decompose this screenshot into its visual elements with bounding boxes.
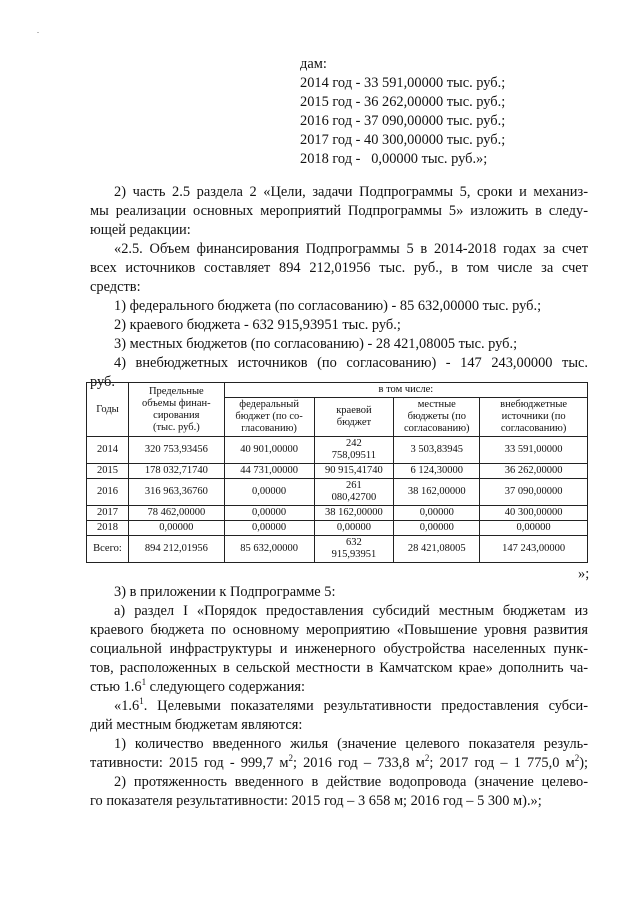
text-line: всех источников составляет 894 212,01956 тыс. руб., в том числе за счет <box>90 260 588 276</box>
part2-paragraph <box>90 183 588 392</box>
header-extra: внебюджетные источники (по согласованию) <box>480 398 588 437</box>
cell-local: 3 503,83945 <box>394 437 480 464</box>
text-line: социальной инфраструктуры и инженерного обустройства населенных пунк- <box>90 641 588 657</box>
cell-total: 894 212,01956 <box>128 536 224 563</box>
cell-regional: 632 915,93951 <box>314 536 394 563</box>
cell-year: 2014 <box>87 437 129 464</box>
cell-total: 0,00000 <box>128 521 224 536</box>
cell-total: 316 963,36760 <box>128 479 224 506</box>
source-item: 3) местных бюджетов (по согласованию) - 28 421,08005 тыс. руб.; <box>114 336 518 352</box>
cell-local: 38 162,00000 <box>394 479 480 506</box>
cell-regional: 0,00000 <box>314 521 394 536</box>
scan-speck <box>37 32 39 33</box>
cell-federal: 44 731,00000 <box>224 464 314 479</box>
text-line: тов, расположенных в сельской местности в Камчатском крае» дополнить ча- <box>90 660 588 676</box>
financing-table <box>86 382 588 563</box>
text-line: ющей редакции: <box>90 222 191 238</box>
cell-regional: 38 162,00000 <box>314 506 394 521</box>
table-row <box>87 464 588 479</box>
source-item: 2) краевого бюджета - 632 915,93951 тыс. руб.; <box>114 317 401 333</box>
text-line: дий местным бюджетам являются: <box>90 717 303 733</box>
list-line: дам: <box>300 56 327 72</box>
table-row <box>87 536 588 563</box>
table-row <box>87 479 588 506</box>
table-header-row <box>87 383 588 398</box>
cell-year: 2015 <box>87 464 129 479</box>
header-local: местные бюджеты (по согласованию) <box>394 398 480 437</box>
cell-federal: 0,00000 <box>224 479 314 506</box>
cell-total: 178 032,71740 <box>128 464 224 479</box>
table-body <box>87 437 588 563</box>
part3-paragraph <box>90 583 588 811</box>
cell-year: Всего: <box>87 536 129 563</box>
source-item: 4) внебюджетных источников (по согласованию) - 147 243,00000 тыс. <box>114 355 588 371</box>
list-line: 2016 год - 37 090,00000 тыс. руб.; <box>300 113 506 129</box>
text-line: стью $1.6^1$ следующего содержания: <box>90 677 305 695</box>
cell-extra: 40 300,00000 <box>480 506 588 521</box>
table-row <box>87 506 588 521</box>
cell-federal: 40 901,00000 <box>224 437 314 464</box>
list-line: 2018 год - 0,00000 тыс. руб.»; <box>300 151 488 167</box>
table-row <box>87 437 588 464</box>
cell-local: 0,00000 <box>394 506 480 521</box>
text-line: «2.5. Объем финансирования Подпрограммы 5 в 2014-2018 годах за счет <box>114 241 588 257</box>
text-line: 3) в приложении к Подпрограмме 5: <box>114 584 336 600</box>
cell-extra: 37 090,00000 <box>480 479 588 506</box>
cell-regional: 261 080,42700 <box>314 479 394 506</box>
table-closing-quote: »; <box>578 566 590 582</box>
header-federal: федеральный бюджет (по со- гласованию) <box>224 398 314 437</box>
text-line: тативности: 2015 год - 999,7 $м^2$; 2016 год – 733,8 $м^2$; 2017 год – 1 775,0 $м^2$); <box>90 753 588 771</box>
text-line: «$1.6^1$. Целевыми показателями результативности предоставления субси- <box>114 696 588 714</box>
text-line: 2) протяженность введенного в действие водопровода (значение целево- <box>114 774 588 790</box>
cell-year: 2018 <box>87 521 129 536</box>
cell-regional: 242 758,09511 <box>314 437 394 464</box>
cell-federal: 0,00000 <box>224 521 314 536</box>
header-including: в том числе: <box>224 383 587 398</box>
list-line: 2017 год - 40 300,00000 тыс. руб.; <box>300 132 506 148</box>
text-line: руб. <box>90 374 115 390</box>
header-years: Годы <box>87 383 129 437</box>
cell-extra: 0,00000 <box>480 521 588 536</box>
cell-extra: 147 243,00000 <box>480 536 588 563</box>
cell-federal: 0,00000 <box>224 506 314 521</box>
cell-extra: 36 262,00000 <box>480 464 588 479</box>
text-line: 2) часть 2.5 раздела 2 «Цели, задачи Подпрограммы 5, сроки и механиз- <box>114 184 588 200</box>
list-line: 2015 год - 36 262,00000 тыс. руб.; <box>300 94 506 110</box>
cell-extra: 33 591,00000 <box>480 437 588 464</box>
text-line: мы реализации основных мероприятий Подпрограммы 5» изложить в следу- <box>90 203 588 219</box>
text-line: краевого бюджета по основному мероприятию «Повышение уровня развития <box>90 622 588 638</box>
top-year-list <box>300 55 505 169</box>
header-regional: краевой бюджет <box>314 398 394 437</box>
cell-total: 320 753,93456 <box>128 437 224 464</box>
text-line: средств: <box>90 279 141 295</box>
cell-regional: 90 915,41740 <box>314 464 394 479</box>
text-line: 1) количество введенного жилья (значение целевого показателя резуль- <box>114 736 588 752</box>
table-row <box>87 521 588 536</box>
cell-local: 28 421,08005 <box>394 536 480 563</box>
list-line: 2014 год - 33 591,00000 тыс. руб.; <box>300 75 506 91</box>
text-line: го показателя результативности: 2015 год – 3 658 м; 2016 год – 5 300 м).»; <box>90 793 542 809</box>
header-limits: Предельные объемы финан- сирования (тыс. руб.) <box>128 383 224 437</box>
cell-year: 2017 <box>87 506 129 521</box>
cell-local: 6 124,30000 <box>394 464 480 479</box>
cell-federal: 85 632,00000 <box>224 536 314 563</box>
text-line: а) раздел I «Порядок предоставления субсидий местным бюджетам из <box>114 603 588 619</box>
cell-local: 0,00000 <box>394 521 480 536</box>
cell-total: 78 462,00000 <box>128 506 224 521</box>
cell-year: 2016 <box>87 479 129 506</box>
source-item: 1) федерального бюджета (по согласованию) - 85 632,00000 тыс. руб.; <box>114 298 542 314</box>
